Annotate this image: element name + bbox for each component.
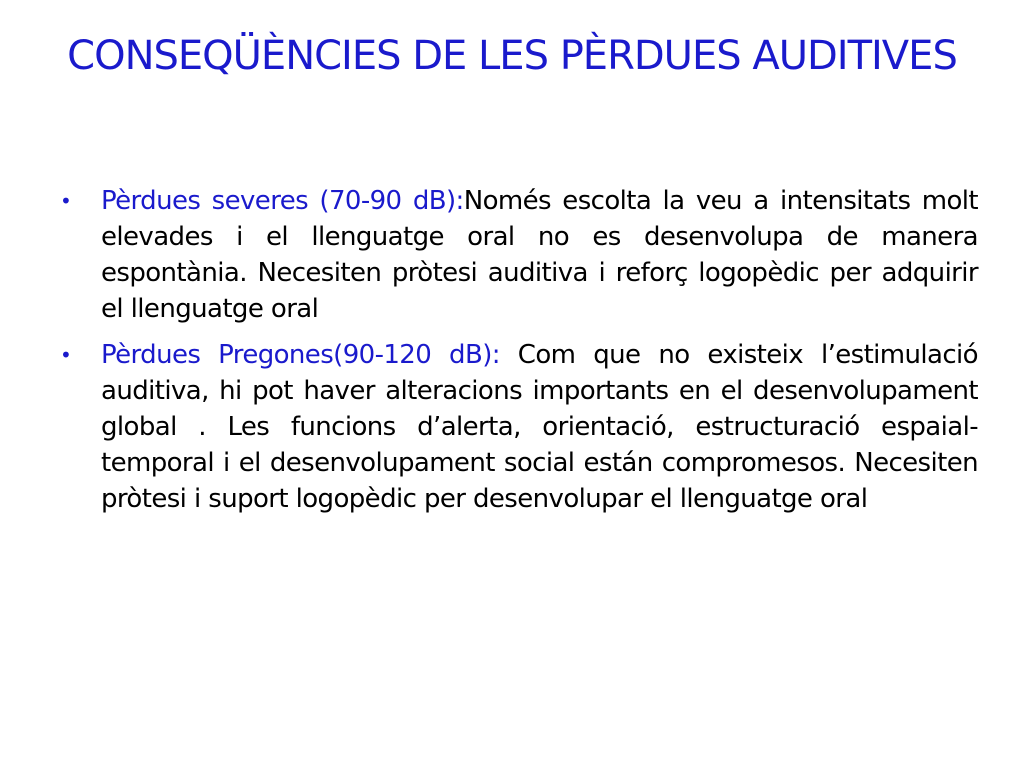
bullet-dot-icon: • bbox=[60, 189, 72, 213]
bullet-term: Pèrdues Pregones(90-120 dB): bbox=[101, 340, 518, 370]
slide-title: CONSEQÜÈNCIES DE LES PÈRDUES AUDITIVES bbox=[67, 33, 957, 79]
bullet-list bbox=[60, 183, 978, 527]
bullet-item-severe bbox=[60, 183, 978, 327]
bullet-text: Com que no existeix l’estimulació auditiva, hi pot haver alteracions importants en el desenvolupament global . Les funcions d’alerta, orientació, estructuració espaial-temporal i el desenvolupament social están compromesos. Necesiten pròtesi i suport logopèdic per desenvolupar el llenguatge oral bbox=[101, 340, 978, 514]
bullet-dot-icon: • bbox=[60, 343, 72, 367]
bullet-text: Només escolta la veu a intensitats molt elevades i el llenguatge oral no es desenvolupa de manera espontània. Necesiten pròtesi auditiva i reforç logopèdic per adquirir el llenguatge oral bbox=[101, 186, 979, 324]
bullet-term: Pèrdues severes (70-90 dB): bbox=[101, 186, 464, 216]
bullet-item-profound bbox=[60, 337, 978, 517]
